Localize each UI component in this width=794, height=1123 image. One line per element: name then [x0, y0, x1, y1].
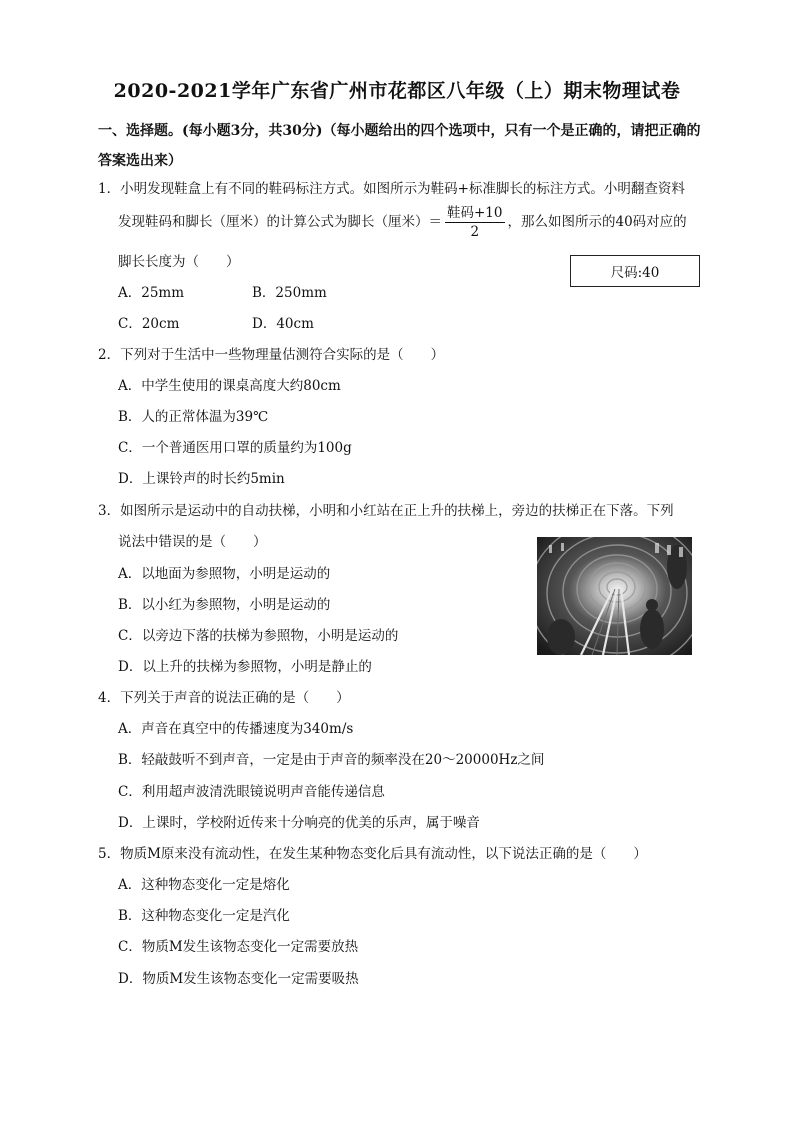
q1-option-c[interactable]: C．20cm: [118, 316, 180, 332]
q4-option-d[interactable]: D．上课时，学校附近传来十分响亮的优美的乐声，属于噪音: [118, 815, 480, 831]
q3-option-d[interactable]: D．以上升的扶梯为参照物，小明是静止的: [118, 659, 372, 675]
q2-option-d[interactable]: D．上课铃声的时长约5min: [118, 471, 285, 487]
q5-option-a[interactable]: A．这种物态变化一定是熔化: [118, 877, 290, 893]
q1-stem-line3: 脚长长度为（ ）: [118, 254, 240, 270]
q2-option-b[interactable]: B．人的正常体温为39℃: [118, 409, 269, 425]
formula-fraction: [445, 204, 505, 241]
q1-stem-line1: 1．小明发现鞋盒上有不同的鞋码标注方式。如图所示为鞋码+标准脚长的标注方式。小明翻查资料: [98, 181, 685, 197]
q5-option-c[interactable]: C．物质M发生该物态变化一定需要放热: [118, 939, 359, 955]
q3-option-c[interactable]: C．以旁边下落的扶梯为参照物，小明是运动的: [118, 628, 399, 644]
q1-stem-line2-pre: 发现鞋码和脚长（厘米）的计算公式为脚长（厘米）＝: [118, 214, 442, 230]
q3-option-b[interactable]: B．以小红为参照物，小明是运动的: [118, 597, 331, 613]
q1-stem-line2-post: ，那么如图所示的40码对应的: [507, 214, 687, 230]
q4-option-a[interactable]: A．声音在真空中的传播速度为340m/s: [118, 721, 354, 737]
q1-option-b[interactable]: B．250mm: [252, 285, 327, 301]
fraction-numerator: 鞋码+10: [447, 205, 503, 221]
q1-option-a[interactable]: A．25mm: [118, 285, 185, 301]
q3-stem-line1: 3．如图所示是运动中的自动扶梯，小明和小红站在正上升的扶梯上，旁边的扶梯正在下落。下列: [98, 503, 674, 519]
q1-stem-line2: [118, 204, 687, 241]
q5-stem: 5．物质M原来没有流动性，在发生某种物态变化后具有流动性，以下说法正确的是（ ）: [98, 846, 647, 862]
shoe-size-box: 尺码:40: [570, 255, 700, 287]
q5-option-b[interactable]: B．这种物态变化一定是汽化: [118, 908, 290, 924]
q2-option-a[interactable]: A．中学生使用的课桌高度大约80cm: [118, 378, 341, 394]
q2-stem: 2．下列对于生活中一些物理量估测符合实际的是（ ）: [98, 347, 445, 363]
page-title: 2020-2021学年广东省广州市花都区八年级（上）期末物理试卷: [113, 80, 681, 102]
q4-stem: 4．下列关于声音的说法正确的是（ ）: [98, 690, 350, 706]
fraction-denominator: 2: [470, 224, 480, 240]
q3-stem-line2: 说法中错误的是（ ）: [118, 534, 267, 550]
section-heading: 一、选择题。(每小题3分，共30分)（每小题给出的四个选项中，只有一个是正确的，请把正确的答案选出来）: [98, 123, 701, 169]
q2-option-c[interactable]: C．一个普通医用口罩的质量约为100g: [118, 440, 352, 456]
q4-option-b[interactable]: B．轻敲鼓听不到声音，一定是由于声音的频率没在20～20000Hz之间: [118, 752, 545, 768]
q1-option-d[interactable]: D．40cm: [252, 316, 314, 332]
q3-option-a[interactable]: A．以地面为参照物，小明是运动的: [118, 566, 331, 582]
q4-option-c[interactable]: C．利用超声波清洗眼镜说明声音能传递信息: [118, 784, 385, 800]
q5-option-d[interactable]: D．物质M发生该物态变化一定需要吸热: [118, 971, 359, 987]
escalator-photo: [537, 537, 692, 655]
